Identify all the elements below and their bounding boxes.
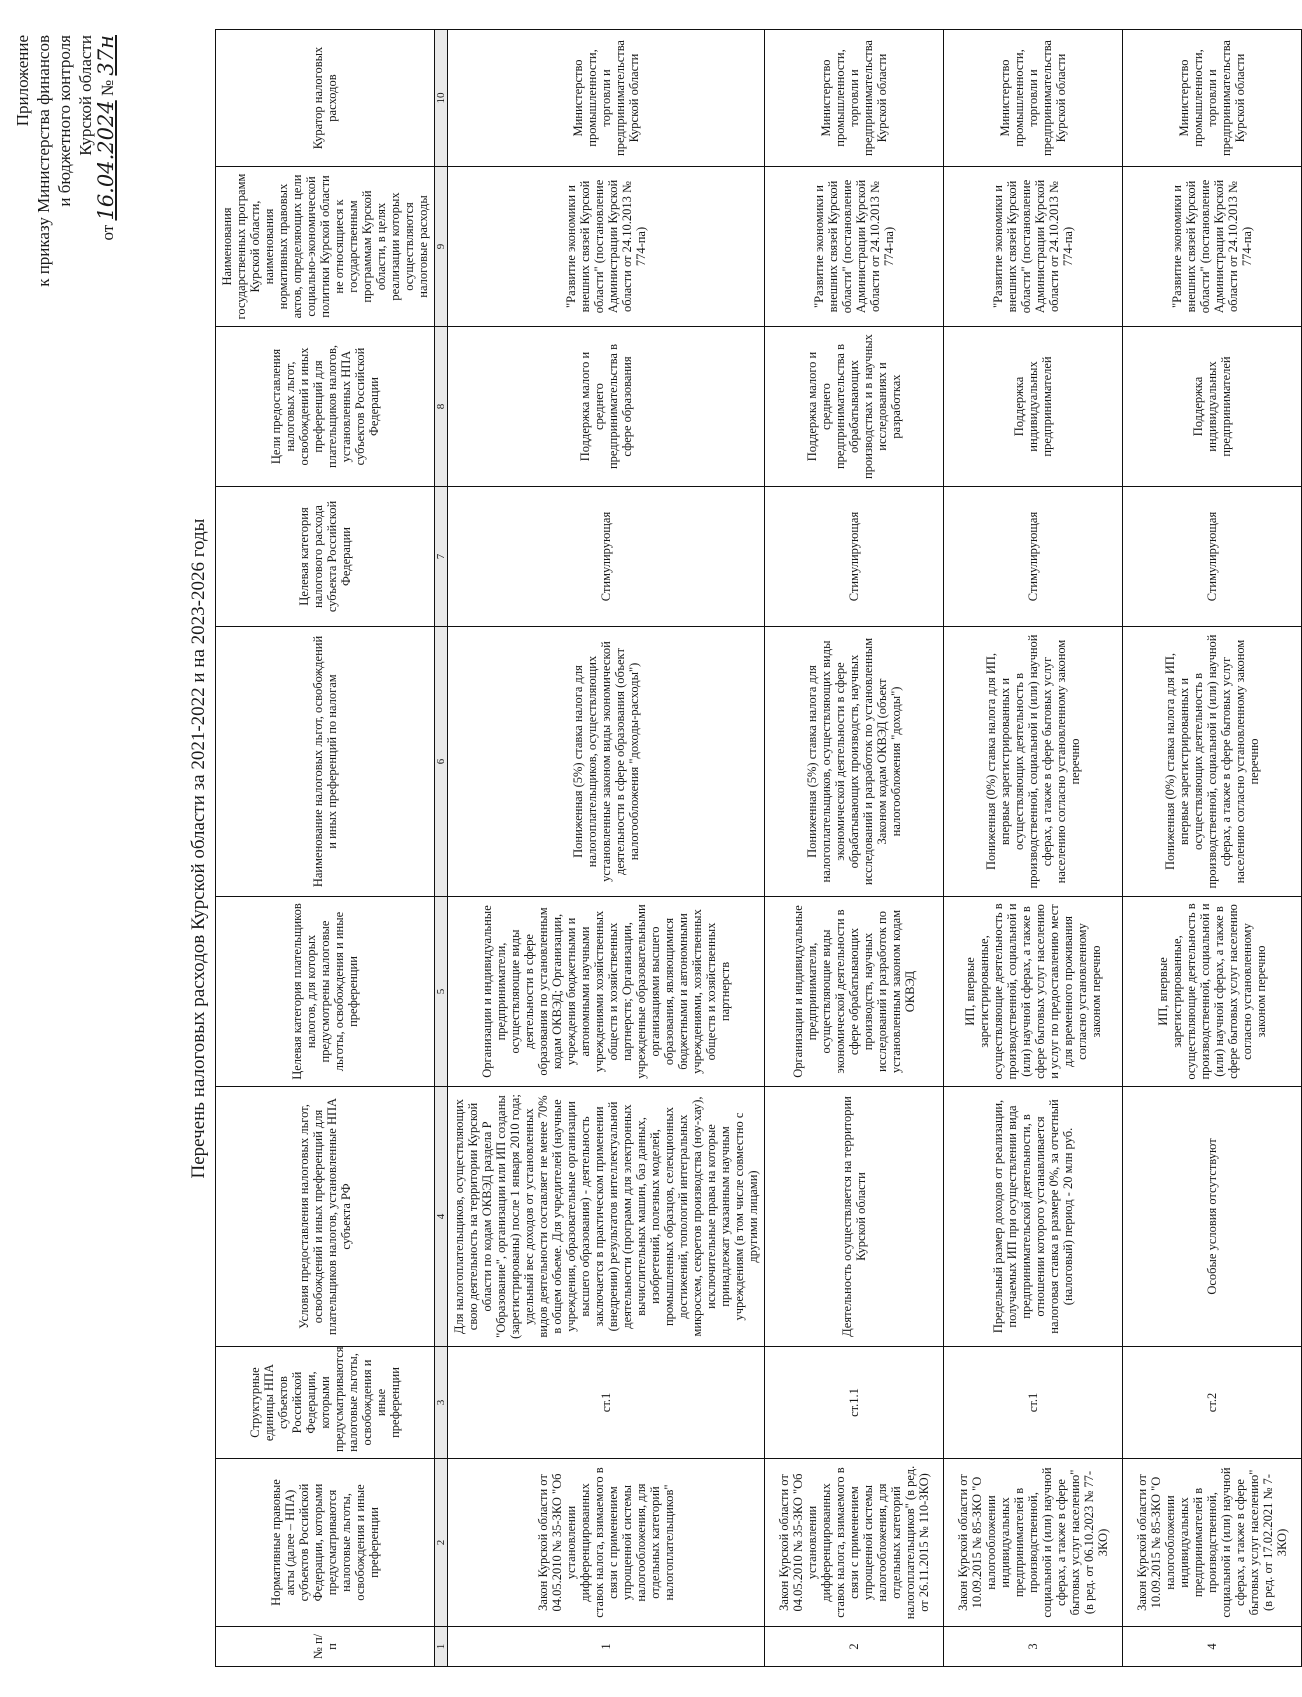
npa-cell: Закон Курской области от 04.05.2010 № 35-ЗКО "Об установлении дифференцированных ставок налога, взимаемого в связи с применением упрощенной системы налогообложения, для отдельных категорий налогоплательщиков" xyxy=(448,1459,765,1627)
appendix-line: Курской области xyxy=(76,35,95,156)
column-header: Целевая категория плательщиков налогов, для которых предусмотрены налоговые льготы, освобождения и иные преференции xyxy=(216,897,435,1087)
category-cell: ИП, впервые зарегистрированные, осуществляющие деятельность в производственной, социальной и (или) научной сферах, а также в сфере бытовых услуг населению согласно установленному законом перечню xyxy=(1123,897,1302,1087)
appendix-header xyxy=(12,35,118,365)
tax-expenditure-table xyxy=(215,29,1302,1667)
date-prefix: от xyxy=(98,224,117,241)
unit-cell: ст.1.1 xyxy=(765,1347,944,1459)
curator-cell: Министерство промышленности, торговли и предпринимательства Курской области xyxy=(448,30,765,167)
row-number: 1 xyxy=(448,1627,765,1667)
column-header: Структурные единицы НПА субъектов Российской Федерации, которыми предусматриваются налоговые льготы, освобождения и иные преференции xyxy=(216,1347,435,1459)
column-number: 7 xyxy=(435,487,448,627)
program-cell: "Развитие экономики и внешних связей Курской области" (постановление Администрации Курской области от 24.10.2013 № 774-па) xyxy=(448,167,765,327)
type-cell: Стимулирующая xyxy=(448,487,765,627)
column-number: 4 xyxy=(435,1087,448,1347)
unit-cell: ст.1 xyxy=(944,1347,1123,1459)
column-number-row xyxy=(435,30,448,1667)
unit-cell: ст.2 xyxy=(1123,1347,1302,1459)
program-cell: "Развитие экономики и внешних связей Курской области" (постановление Администрации Курской области от 24.10.2013 № 774-па) xyxy=(1123,167,1302,327)
conditions-cell: Для налогоплательщиков, осуществляющих свою деятельность на территории Курской области по кодам ОКВЭД раздела P "Образование", организации или ИП созданы (зарегистрированы) после 1 января 2010 года; удельный вес доходов от установленных видов деятельности составляет не менее 70% в общем объеме. Для учредителей (научные учреждения, образовательные организации высшего образования) - деятельность заключается в практическом применении (внедрении) результатов интеллектуальной деятельности (программ для электронных вычислительных машин, баз данных, изобретений, полезных моделей, промышленных образцов, селекционных достижений, топологий интегральных микросхем, секретов производства (ноу-хау), исключительные права на которые принадлежат указанным научным учреждениям (в том числе совместно с другими лицами) xyxy=(448,1087,765,1347)
column-number: 8 xyxy=(435,327,448,487)
program-cell: "Развитие экономики и внешних связей Курской области" (постановление Администрации Курской области от 24.10.2013 № 774-па) xyxy=(765,167,944,327)
table-row xyxy=(765,30,944,1667)
npa-cell: Закон Курской области от 04.05.2010 № 35-ЗКО "Об установлении дифференцированных ставок налога, взимаемого в связи с применением упрощенной системы налогообложения, для отдельных категорий налогоплательщиков" (в ред. от 26.11.2015 № 110-ЗКО) xyxy=(765,1459,944,1627)
goal-cell: Поддержка индивидуальных предпринимателей xyxy=(944,327,1123,487)
column-header: Наименование налоговых льгот, освобождений и иных преференций по налогам xyxy=(216,627,435,897)
relief-cell: Пониженная (5%) ставка налога для налогоплательщиков, осуществляющих виды экономической деятельности в сфере обрабатывающих производств, научных исследований и разработок по установленным Законом кодам ОКВЭД (объект налогообложения "доходы") xyxy=(765,627,944,897)
row-number: 2 xyxy=(765,1627,944,1667)
unit-cell: ст.1 xyxy=(448,1347,765,1459)
column-header: Нормативные правовые акты (далее – НПА) субъектов Российской Федерации, которыми предусматриваются налоговые льготы, освобождения и иные преференции xyxy=(216,1459,435,1627)
category-cell: ИП, впервые зарегистрированные, осуществляющие деятельность в производственной, социальной и (или) научной сферах, а также в сфере бытовых услуг населению и услуг по предоставлению мест для временного проживания согласно установленному законом перечню xyxy=(944,897,1123,1087)
type-cell: Стимулирующая xyxy=(944,487,1123,627)
conditions-cell: Особые условия отсутствуют xyxy=(1123,1087,1302,1347)
column-number: 6 xyxy=(435,627,448,897)
column-header: № п/п xyxy=(216,1627,435,1667)
goal-cell: Поддержка индивидуальных предпринимателей xyxy=(1123,327,1302,487)
column-number: 2 xyxy=(435,1459,448,1627)
column-header: Целевая категория налогового расхода субъекта Российской Федерации xyxy=(216,487,435,627)
order-number: 37н xyxy=(94,35,118,76)
curator-cell: Министерство промышленности, торговли и предпринимательства Курской области xyxy=(765,30,944,167)
conditions-cell: Деятельность осуществляется на территории Курской области xyxy=(765,1087,944,1347)
order-date: 16.04.2024 xyxy=(94,100,118,221)
column-header: Куратор налоговых расходов xyxy=(216,30,435,167)
goal-cell: Поддержка малого и среднего предпринимательства в сфере образования xyxy=(448,327,765,487)
column-number: 3 xyxy=(435,1347,448,1459)
number-prefix: № xyxy=(98,79,117,97)
document-title: Перечень налоговых расходов Курской области за 2021-2022 и на 2023-2026 годы xyxy=(188,518,209,1179)
column-header: Цели предоставления налоговых льгот, освобождений и иных преференций для плательщиков налогов, установленных НПА субъектов Российской Федерации xyxy=(216,327,435,487)
curator-cell: Министерство промышленности, торговли и предпринимательства Курской области xyxy=(1123,30,1302,167)
table-row xyxy=(1123,30,1302,1667)
column-number: 9 xyxy=(435,167,448,327)
goal-cell: Поддержка малого и среднего предпринимательства в обрабатывающих производствах и в научных исследованиях и разработках xyxy=(765,327,944,487)
category-cell: Организации и индивидуальные предприниматели, осуществляющие виды экономической деятельности в сфере обрабатывающих производств, научных исследований и разработок по установленным законом кодам ОКВЭД xyxy=(765,897,944,1087)
table-row xyxy=(944,30,1123,1667)
npa-cell: Закон Курской области от 10.09.2015 № 85-ЗКО "О налогообложении индивидуальных предпринимателей в производственной, социальной и (или) научной сферах, а также в сфере бытовых услуг населению" (в ред. от 06.10.2023 № 77-ЗКО) xyxy=(944,1459,1123,1627)
appendix-line: и бюджетного контроля xyxy=(55,35,74,207)
row-number: 3 xyxy=(944,1627,1123,1667)
curator-cell: Министерство промышленности, торговли и предпринимательства Курской области xyxy=(944,30,1123,167)
column-number: 5 xyxy=(435,897,448,1087)
type-cell: Стимулирующая xyxy=(765,487,944,627)
relief-cell: Пониженная (5%) ставка налога для налогоплательщиков, осуществляющих установленные законом виды экономической деятельности в сфере образования (объект налогообложения "доходы-расходы") xyxy=(448,627,765,897)
type-cell: Стимулирующая xyxy=(1123,487,1302,627)
conditions-cell: Предельный размер доходов от реализации, получаемых ИП при осуществлении вида предпринимательской деятельности, в отношении которого устанавливается налоговая ставка в размере 0%, за отчетный (налоговый) период - 20 млн руб. xyxy=(944,1087,1123,1347)
npa-cell: Закон Курской области от 10.09.2015 № 85-ЗКО "О налогообложении индивидуальных предпринимателей в производственной, социальной и (или) научной сферах, а также в сфере бытовых услуг населению" (в ред. от 17.02.2021 № 7-ЗКО) xyxy=(1123,1459,1302,1627)
column-number: 10 xyxy=(435,30,448,167)
relief-cell: Пониженная (0%) ставка налога для ИП, впервые зарегистрированных и осуществляющих деятельность в производственной, социальной и (или) научной сферах, а также в сфере бытовых услуг населению согласно установленному законом перечню xyxy=(1123,627,1302,897)
appendix-line: к приказу Министерства финансов xyxy=(34,35,53,287)
table-header-row xyxy=(216,30,435,1667)
order-date-line xyxy=(96,35,118,365)
column-header: Условия предоставления налоговых льгот, освобождений и иных преференций для плательщиков налогов, установленные НПА субъекта РФ xyxy=(216,1087,435,1347)
table-row xyxy=(448,30,765,1667)
appendix-line: Приложение xyxy=(13,35,32,127)
relief-cell: Пониженная (0%) ставка налога для ИП, впервые зарегистрированных и осуществляющих деятельность в производственной, социальной и (или) научной сферах, а также в сфере бытовых услуг населению согласно установленному законом перечню xyxy=(944,627,1123,897)
program-cell: "Развитие экономики и внешних связей Курской области" (постановление Администрации Курской области от 24.10.2013 № 774-па) xyxy=(944,167,1123,327)
category-cell: Организации и индивидуальные предприниматели, осуществляющие виды деятельности в сфере образования по установленным кодам ОКВЭД; Организации, учреждения бюджетными и автономными научными учреждениями хозяйственных обществ и хозяйственных партнерств; Организации, учрежденные образовательными организациями высшего образования, являющимися бюджетными и автономными учреждениями, хозяйственных обществ и хозяйственных партнерств xyxy=(448,897,765,1087)
column-header: Наименования государственных программ Курской области, наименования нормативных правовых актов, определяющих цели социально-экономической политики Курской области не относящиеся к государственным программам Курской области, в целях реализации которых осуществляются налоговые расходы xyxy=(216,167,435,327)
column-number: 1 xyxy=(435,1627,448,1667)
row-number: 4 xyxy=(1123,1627,1302,1667)
